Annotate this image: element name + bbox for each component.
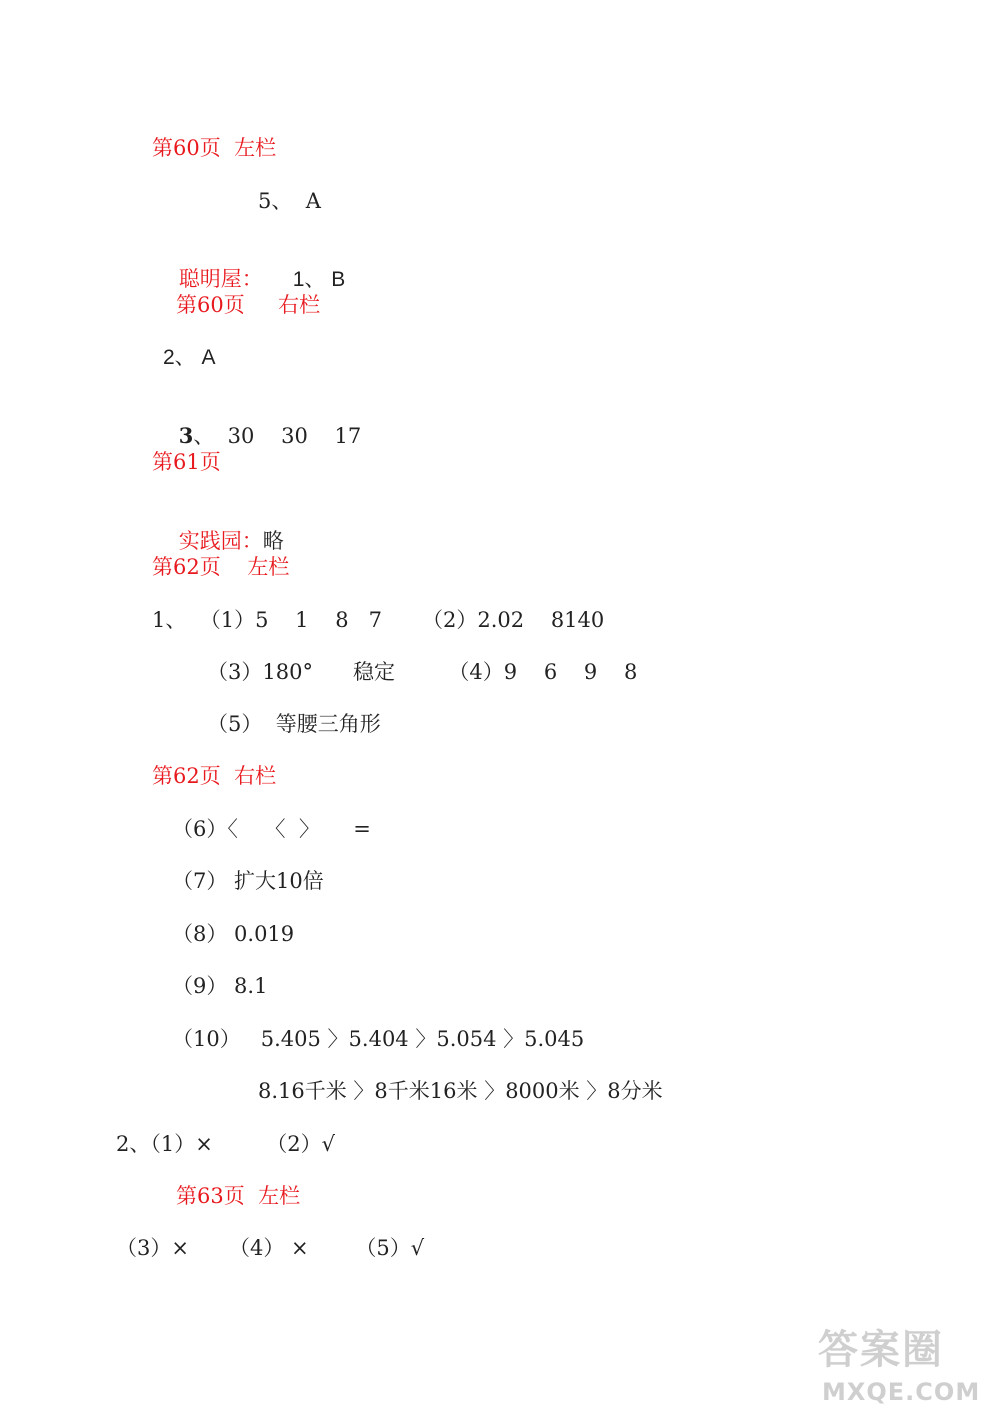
practice-answer: 略 xyxy=(262,529,284,553)
heading-page-61: 第61页 xyxy=(152,450,221,474)
q1-item-9: （9） 8.1 xyxy=(172,974,268,998)
watermark-text: 答案圈 xyxy=(818,1327,944,1373)
practice-label: 实践园： xyxy=(178,529,263,553)
q1-item-7: （7） 扩大10倍 xyxy=(172,869,324,893)
q1-row-3: （5） 等腰三角形 xyxy=(207,712,381,736)
heading-page-62-right: 第62页 右栏 xyxy=(152,764,277,788)
q2-row-1: 2、（1）× （2）√ xyxy=(116,1132,335,1156)
heading-page-60-right: 第60页 右栏 xyxy=(176,293,321,317)
answer-3-values: 、 30 30 17 xyxy=(193,424,362,448)
q1-item-10: （10） 5.405 〉5.404 〉5.054 〉5.045 xyxy=(172,1027,585,1051)
q2-row-2: （3）× （4） × （5）√ xyxy=(116,1236,425,1260)
q1-row-1: 1、 （1）5 1 8 7 （2）2.02 8140 xyxy=(152,608,605,632)
smart-house-answer: 1、 B xyxy=(292,268,346,291)
q1-row-2: （3）180° 稳定 （4）9 6 9 8 xyxy=(207,660,638,684)
q1-item-6: （6）〈 〈 〉 = xyxy=(172,817,371,841)
answer-3-number: 3 xyxy=(178,423,194,448)
smart-house-label: 聪明屋： xyxy=(178,267,263,291)
answer-2: 2、 A xyxy=(163,346,216,369)
heading-page-62-left: 第62页 左栏 xyxy=(152,555,290,579)
watermark-logo xyxy=(812,1326,992,1408)
answer-5: 5、 A xyxy=(258,189,321,213)
q1-item-8: （8） 0.019 xyxy=(172,922,295,946)
heading-page-60-left: 第60页 左栏 xyxy=(152,136,277,160)
heading-page-63-left: 第63页 左栏 xyxy=(176,1184,301,1208)
q1-item-10-second: 8.16千米 〉8千米16米 〉8000米 〉8分米 xyxy=(258,1079,663,1103)
watermark-url: MXQE.COM xyxy=(822,1378,981,1406)
